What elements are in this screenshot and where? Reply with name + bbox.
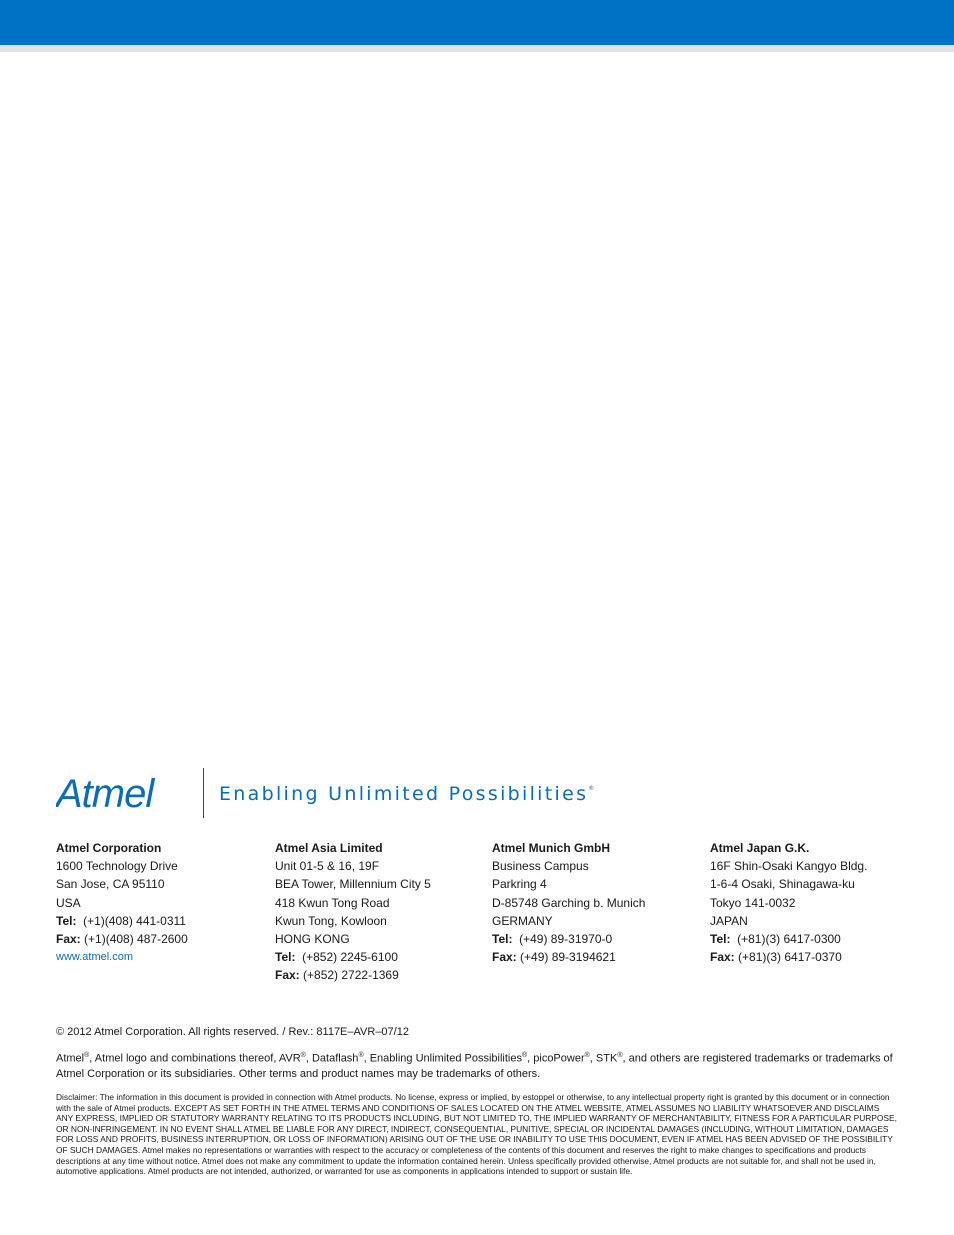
fax-line <box>492 948 707 966</box>
tel-line <box>275 948 490 966</box>
fax-line <box>275 966 490 984</box>
tel-label: Tel: <box>275 950 296 965</box>
copyright-notice: © 2012 Atmel Corporation. All rights reserved. / Rev.: 8117E–AVR–07/12 <box>56 1026 409 1038</box>
registered-mark: ® <box>617 1052 623 1059</box>
registered-mark: ® <box>300 1052 306 1059</box>
address-line: 16F Shin-Osaki Kangyo Bldg. <box>710 859 868 874</box>
registered-mark: ® <box>521 1052 528 1059</box>
fax-value: (+49) 89-3194621 <box>520 950 616 965</box>
office-atmel-corporation <box>56 839 271 966</box>
tel-line <box>56 912 271 930</box>
fax-value: (+1)(408) 487-2600 <box>84 931 188 946</box>
trademark-text: , and others are registered trademarks or trademarks of Atmel Corporation or its subsidiaries. Other terms and product names may be trademarks of others. <box>56 1052 893 1080</box>
registered-mark: ® <box>584 1052 590 1059</box>
tagline-text: Enabling Unlimited Possibilities <box>219 783 589 805</box>
tel-value: (+49) 89-31970-0 <box>519 931 613 946</box>
address-line: JAPAN <box>710 913 748 928</box>
trademark-text: , STK <box>589 1052 618 1065</box>
fax-label: Fax: <box>492 950 517 965</box>
trademark-notice <box>56 1048 896 1082</box>
atmel-logo-text: Atmel <box>56 774 154 814</box>
office-atmel-asia <box>275 839 490 985</box>
tel-value: (+1)(408) 441-0311 <box>83 913 186 928</box>
registered-mark: ® <box>84 1052 90 1059</box>
atmel-logo <box>56 774 186 814</box>
office-atmel-japan <box>710 839 925 966</box>
address-line: Tokyo 141-0032 <box>710 895 796 910</box>
office-name: Atmel Japan G.K. <box>710 841 810 855</box>
tel-label: Tel: <box>56 913 77 928</box>
trademark-text: , picoPower <box>527 1052 585 1065</box>
tagline-mark: ® <box>588 785 595 792</box>
brand-row <box>56 766 656 820</box>
header-rule <box>0 45 954 52</box>
logo-divider <box>203 768 204 818</box>
office-name: Atmel Corporation <box>56 841 162 855</box>
address-line: San Jose, CA 95110 <box>56 877 165 892</box>
office-atmel-munich <box>492 839 707 966</box>
tel-label: Tel: <box>492 931 513 946</box>
website-link[interactable]: www.atmel.com <box>56 951 134 964</box>
tel-value: (+852) 2245-6100 <box>302 950 398 965</box>
address-line: Kwun Tong, Kowloon <box>275 913 387 928</box>
tel-line <box>492 930 707 948</box>
fax-label: Fax: <box>56 931 81 946</box>
address-line: HONG KONG <box>275 931 350 946</box>
fax-label: Fax: <box>275 968 300 983</box>
trademark-text: , Dataflash <box>305 1052 359 1065</box>
address-line: USA <box>56 895 81 910</box>
tel-value: (+81)(3) 6417-0300 <box>737 931 841 946</box>
address-line: GERMANY <box>492 913 553 928</box>
fax-label: Fax: <box>710 950 735 965</box>
tagline <box>219 783 594 805</box>
address-line: 418 Kwun Tong Road <box>275 895 390 910</box>
fax-line <box>56 930 271 948</box>
address-line: Unit 01-5 & 16, 19F <box>275 859 380 874</box>
address-line: 1600 Technology Drive <box>56 859 178 874</box>
registered-mark: ® <box>358 1052 364 1059</box>
tel-label: Tel: <box>710 931 731 946</box>
address-line: D-85748 Garching b. Munich <box>492 895 646 910</box>
fax-line <box>710 948 925 966</box>
fax-value: (+81)(3) 6417-0370 <box>738 950 842 965</box>
office-name: Atmel Asia Limited <box>275 841 383 855</box>
fax-value: (+852) 2722-1369 <box>303 968 399 983</box>
address-line: 1-6-4 Osaki, Shinagawa-ku <box>710 877 855 892</box>
address-line: Parkring 4 <box>492 877 547 892</box>
office-name: Atmel Munich GmbH <box>492 841 611 855</box>
tel-line <box>710 930 925 948</box>
address-line: BEA Tower, Millennium City 5 <box>275 877 431 892</box>
disclaimer: Disclaimer: The information in this document is provided in connection with Atmel products. No license, express or implied, by estoppel or otherwise, to any intellectual property right is granted by this document or in connection with the sale of Atmel products. EXCEPT AS SET FORTH IN THE ATMEL TERMS AND CONDITIONS OF SALES LOCATED ON THE ATMEL WEBSITE, ATMEL ASSUMES NO LIABILITY WHATSOEVER AND DISCLAIMS ANY EXPRESS, IMPLIED OR STATUTORY WARRANTY RELATING TO ITS PRODUCTS INCLUDING, BUT NOT LIMITED TO, THE IMPLIED WARRANTY OF MERCHANTABILITY, FITNESS FOR A PARTICULAR PURPOSE, OR NON-INFRINGEMENT. IN NO EVENT SHALL ATMEL BE LIABLE FOR ANY DIRECT, INDIRECT, CONSEQUENTIAL, PUNITIVE, SPECIAL OR INCIDENTAL DAMAGES (INCLUDING, WITHOUT LIMITATION, DAMAGES FOR LOSS AND PROFITS, BUSINESS INTERRUPTION, OR LOSS OF INFORMATION) ARISING OUT OF THE USE OR INABILITY TO USE THIS DOCUMENT, EVEN IF ATMEL HAS BEEN ADVISED OF THE POSSIBILITY OF SUCH DAMAGES. Atmel makes no representations or warranties with respect to the accuracy or completeness of the contents of this document and reserves the right to make changes to specifications and products descriptions at any time without notice. Atmel does not make any commitment to update the information contained herein. Unless specifically provided otherwise, Atmel products are not suitable for, and shall not be used in, automotive applications. Atmel products are not intended, authorized, or warranted for use as components in applications intended to support or sustain life. <box>56 1092 897 1177</box>
trademark-text: , Enabling Unlimited Possibilities <box>363 1052 522 1065</box>
address-line: Business Campus <box>492 859 589 874</box>
header-bar <box>0 0 954 45</box>
trademark-text: Atmel <box>56 1052 85 1065</box>
trademark-text: , Atmel logo and combinations thereof, AVR <box>89 1052 301 1065</box>
